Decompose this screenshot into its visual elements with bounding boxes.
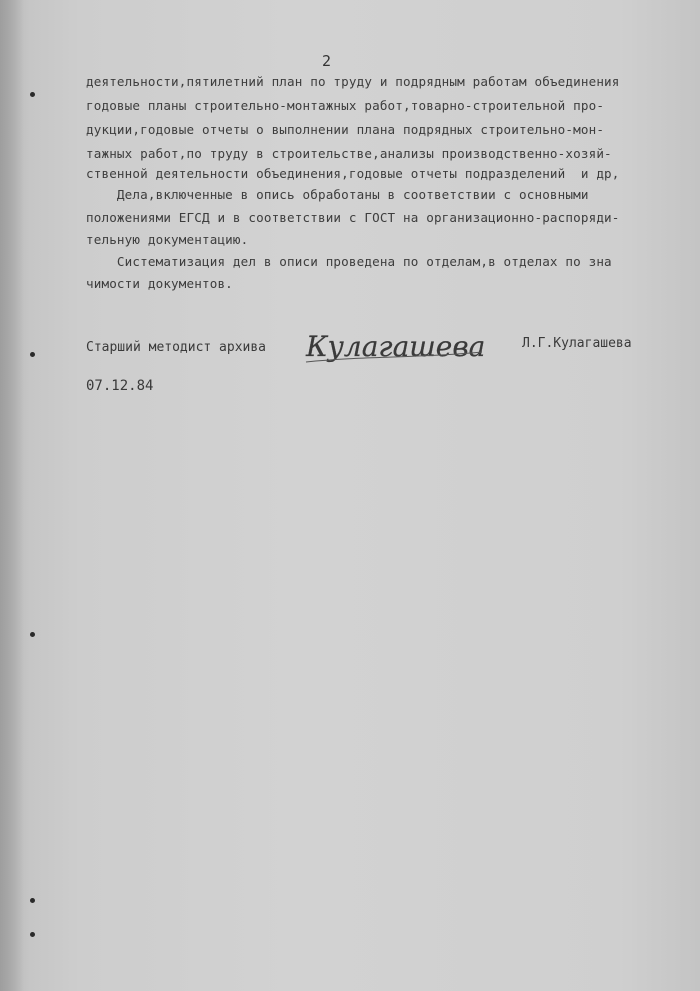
binding-hole	[30, 352, 35, 357]
handwritten-signature	[302, 322, 488, 372]
text-line: чимости документов.	[86, 276, 233, 291]
binding-hole	[30, 932, 35, 937]
signature-image-text: Кулагашева	[306, 330, 486, 363]
signer-name: Л.Г.Кулагашева	[522, 336, 632, 351]
binding-hole	[30, 632, 35, 637]
text-line: тажных работ,по труду в строительстве,анализы производственно-хозяй-	[86, 146, 612, 161]
signature-label: Старший методист архива	[86, 340, 267, 355]
document-date: 07.12.84	[86, 378, 154, 394]
binding-shadow	[0, 0, 24, 991]
text-line: Систематизация дел в описи проведена по отделам,в отделах по зна	[86, 254, 612, 269]
text-line: тельную документацию.	[86, 232, 249, 247]
text-line: Дела,включенные в опись обработаны в соответствии с основными	[86, 187, 589, 202]
text-line: дукции,годовые отчеты о выполнении плана подрядных строительно-мон-	[86, 122, 605, 137]
text-line: ственной деятельности объединения,годовые отчеты подразделений и др,	[86, 166, 620, 181]
text-line: положениями ЕГСД и в соответствии с ГОСТ на организационно-распоряди-	[86, 210, 620, 225]
text-line: годовые планы строительно-монтажных работ,товарно-строительной про-	[86, 98, 605, 113]
binding-hole	[30, 898, 35, 903]
binding-hole	[30, 92, 35, 97]
page-number: 2	[322, 52, 332, 70]
text-line: деятельности,пятилетний план по труду и подрядным работам объединения	[86, 74, 620, 89]
